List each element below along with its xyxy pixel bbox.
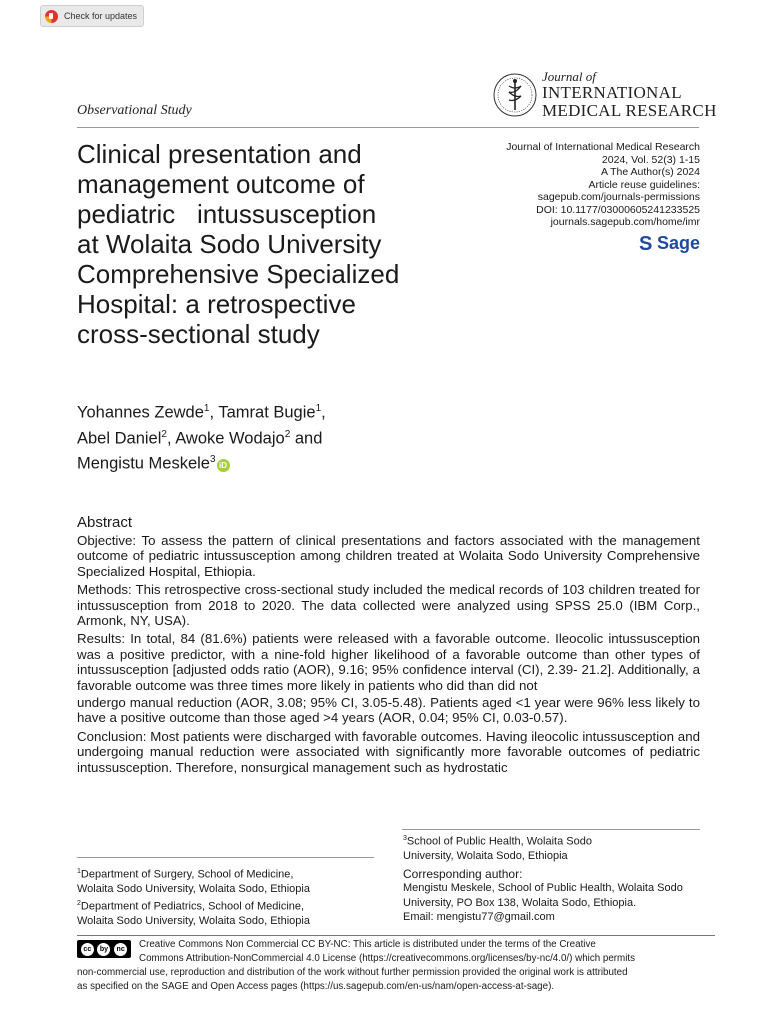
- author-sup: 1: [203, 403, 210, 414]
- by-icon: by: [97, 943, 110, 956]
- affiliation-sup: 1: [77, 868, 81, 875]
- license-divider: [77, 935, 715, 936]
- corresponding-address: University, PO Box 138, Wolaita Sodo, Ethiopia.: [403, 896, 637, 909]
- reuse-label: Article reuse guidelines:: [588, 178, 700, 191]
- affiliation-text: Wolaita Sodo University, Wolaita Sodo, Ethiopia: [77, 914, 310, 927]
- doi[interactable]: DOI: 10.1177/03000605241233525: [536, 203, 700, 216]
- orcid-icon[interactable]: iD: [217, 459, 230, 472]
- footnote-divider-left: [77, 857, 374, 858]
- cc-license-badge[interactable]: [77, 940, 131, 958]
- author-name[interactable]: Tamrat Bugie: [218, 403, 316, 422]
- logo-line-1: Journal of: [542, 69, 596, 84]
- title-line: cross-sectional study: [77, 319, 320, 349]
- author-conjunction: and: [294, 429, 323, 447]
- affiliation-sup: 2: [77, 899, 81, 907]
- abstract-methods: Methods: This retrospective cross-sectional study included the medical records of 103 children treated for intussusception from 2018 to 2020. The data collected were analyzed using SPSS 25.0 (IBM Corp., Armonk, NY, USA).: [77, 582, 700, 629]
- corresponding-address: Mengistu Meskele, School of Public Health, Wolaita Sodo: [403, 882, 683, 895]
- volume-info: 2024, Vol. 52(3) 1-15: [601, 153, 700, 166]
- crossmark-icon: [45, 10, 58, 23]
- author-sup: 2: [284, 428, 291, 440]
- affiliation-text: Department of Pediatrics, School of Medicine,: [80, 900, 305, 913]
- license-text: non-commercial use, reproduction and distribution of the work without further permission provided the original work is attributed: [77, 967, 628, 978]
- title-line: Comprehensive Specialized: [77, 259, 400, 289]
- header-divider: [77, 127, 699, 128]
- logo-line-3: MEDICAL RESEARCH: [542, 101, 717, 120]
- journal-seal-icon: [492, 72, 538, 118]
- author-sup: 1: [315, 403, 322, 414]
- author-list: Yohannes Zewde$^1$, Tamrat Bugie$^1$, Abel Daniel$^2$, Awoke Wodajo$^2$ and Mengistu Meskele$^3$ iD: [77, 403, 326, 473]
- abstract-results-part-2: undergo manual reduction (AOR, 3.08; 95% CI, 3.05-5.48). Patients aged <1 year were 96% less likely to have a positive outcome than those aged >4 years (AOR, 0.04; 95% CI, 0.03-0.57).: [77, 695, 700, 726]
- author-name[interactable]: Mengistu Meskele: [77, 454, 210, 473]
- affiliations-right: [403, 832, 703, 925]
- title-line: management outcome of: [77, 169, 365, 199]
- publisher-name: Sage: [656, 233, 700, 253]
- reuse-link[interactable]: sagepub.com/journals-permissions: [537, 191, 700, 203]
- article-title: [77, 139, 497, 349]
- abstract-section: [77, 514, 700, 778]
- affiliation-text: Department of Surgery, School of Medicine,: [80, 868, 294, 881]
- affiliations-left: [77, 865, 377, 928]
- cc-icon: cc: [81, 943, 94, 956]
- footnote-divider-right: [402, 829, 700, 830]
- copyright: A The Author(s) 2024: [600, 166, 700, 178]
- author-sup: 3: [209, 454, 216, 465]
- corresponding-author-label: Corresponding author:: [403, 866, 523, 881]
- license-text: as specified on the SAGE and Open Access pages (https://us.sagepub.com/en-us/nam/open-access-at-sage).: [77, 981, 555, 992]
- corresponding-email[interactable]: Email: mengistu77@gmail.com: [403, 911, 555, 924]
- title-line: pediatric intussusception: [77, 199, 377, 229]
- license-notice: [77, 938, 699, 994]
- author-name[interactable]: Awoke Wodajo: [175, 429, 285, 447]
- nc-icon: nc: [114, 943, 127, 956]
- license-text: Creative Commons Non Commercial CC BY-NC: This article is distributed under the terms of the Creative: [139, 939, 596, 950]
- abstract-results-part-1: Results: In total, 84 (81.6%) patients were released with a favorable outcome. Ileocolic intussusception was a positive predictor, with a nine-fold higher likelihood of a favorable outcome than other types of intussusception [adjusted odds ratio (AOR), 9.16; 95% confidence interval (CI), 2.39- 21.2]. Additionally, a favorable outcome was three times more likely in patients who did than did not: [77, 631, 700, 693]
- affiliation-text: Wolaita Sodo University, Wolaita Sodo, Ethiopia: [77, 883, 310, 896]
- abstract-heading: Abstract: [77, 514, 133, 531]
- publisher-logo: [639, 233, 700, 254]
- sage-s-icon: S: [638, 232, 653, 255]
- check-for-updates-button[interactable]: [40, 5, 144, 27]
- title-line: Clinical presentation and: [77, 139, 362, 169]
- abstract-objective: Objective: To assess the pattern of clinical presentations and factors associated with the management outcome of pediatric intussusception among children treated at Wolaita Sodo University Comprehensive Specialized Hospital, Ethiopia.: [77, 533, 700, 579]
- author-name[interactable]: Yohannes Zewde: [77, 403, 204, 422]
- affiliation-sup: 3: [403, 835, 407, 842]
- journal-logo: [542, 70, 717, 119]
- affiliation-text: University, Wolaita Sodo, Ethiopia: [403, 850, 568, 863]
- journal-name: Journal of International Medical Research: [506, 141, 700, 153]
- author-sup: 2: [161, 428, 167, 440]
- author-name[interactable]: Abel Daniel: [77, 429, 162, 447]
- article-type: Observational Study: [77, 103, 192, 118]
- article-metadata: [506, 141, 700, 229]
- affiliation-text: School of Public Health, Wolaita Sodo: [406, 835, 592, 848]
- logo-line-2: INTERNATIONAL: [542, 83, 682, 102]
- journal-home-link[interactable]: journals.sagepub.com/home/imr: [550, 216, 700, 228]
- check-for-updates-label: Check for updates: [64, 11, 138, 21]
- abstract-conclusion: Conclusion: Most patients were discharged with favorable outcomes. Having ileocolic intussusception and undergoing manual reduction were associated with significantly more favorable outcomes of pediatric intussusception. Therefore, nonsurgical management such as hydrostatic: [77, 728, 700, 775]
- license-text: Commons Attribution-NonCommercial 4.0 License (https://creativecommons.org/licenses/by-nc/4.0/) which permits: [139, 953, 636, 964]
- title-line: at Wolaita Sodo University: [77, 229, 382, 259]
- title-line: Hospital: a retrospective: [77, 289, 356, 319]
